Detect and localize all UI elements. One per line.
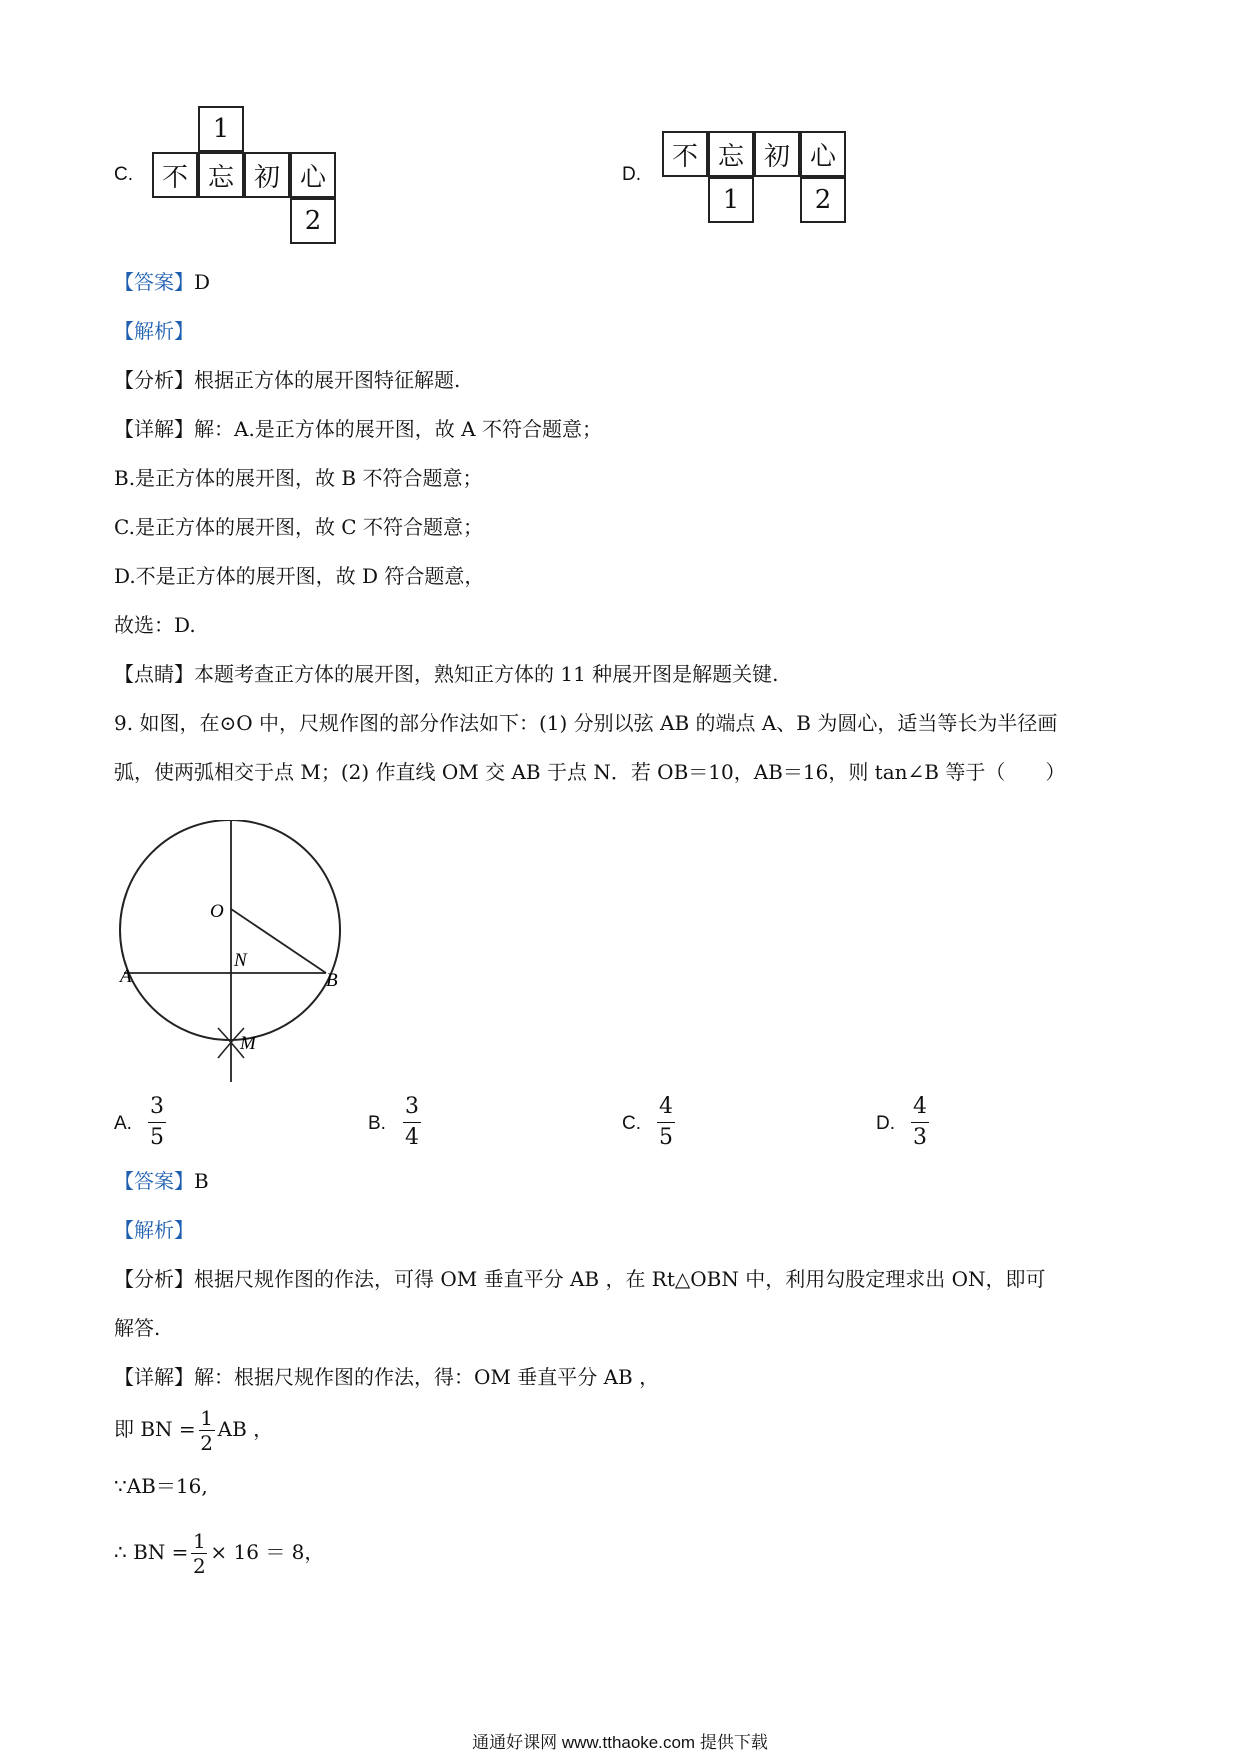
page-footer: 通通好课网 www.tthaoke.com 提供下载 xyxy=(472,1733,768,1752)
denominator: 2 xyxy=(193,1554,206,1578)
detail-text: 解：根据尺规作图的作法，得：OM 垂直平分 AB ， xyxy=(194,1365,660,1389)
detail-text: 解：A.是正方体的展开图，故 A 不符合题意； xyxy=(194,417,602,441)
net-cell: 忘 xyxy=(708,131,754,177)
option-a-label: A. xyxy=(114,1113,132,1134)
denominator: 5 xyxy=(659,1125,673,1150)
label-m: M xyxy=(240,1033,256,1054)
q9-fenxi-2: 解答. xyxy=(114,1316,161,1340)
net-cell: 不 xyxy=(152,152,198,198)
label-o: O xyxy=(210,901,224,922)
dianjing-tag: 【点睛】 xyxy=(114,662,194,686)
net-cell: 忘 xyxy=(198,152,244,198)
q9-answer-line xyxy=(114,1169,209,1193)
q9-step-3 xyxy=(114,1530,324,1577)
q8-detail-line xyxy=(114,417,602,441)
denominator: 4 xyxy=(405,1125,419,1150)
net-cell: 初 xyxy=(754,131,800,177)
half-fraction xyxy=(199,1407,215,1454)
numerator: 1 xyxy=(200,1406,214,1430)
numerator: 3 xyxy=(405,1094,419,1119)
detail-tag: 【详解】 xyxy=(114,417,194,441)
q9-stem-2: 弧，使两弧相交于点 M；(2) 作直线 OM 交 AB 于点 N．若 OB＝10，AB＝16，则 tan∠B 等于（ ） xyxy=(114,760,1066,784)
label-n: N xyxy=(234,950,247,971)
net-cell: 2 xyxy=(290,198,336,244)
net-d-label: D. xyxy=(622,164,641,185)
net-cell: 心 xyxy=(800,131,846,177)
net-cell: 1 xyxy=(708,177,754,223)
option-c-fraction xyxy=(657,1094,675,1151)
denominator: 5 xyxy=(150,1125,164,1150)
option-b-label: B. xyxy=(368,1113,386,1134)
fenxi-text: 根据尺规作图的作法，可得 OM 垂直平分 AB ，在 Rt△OBN 中，利用勾股定理求出 ON，即可 xyxy=(194,1267,1046,1291)
half-fraction xyxy=(191,1530,207,1577)
answer-tag: 【答案】 xyxy=(114,270,194,294)
option-c-label: C. xyxy=(622,1113,641,1134)
dianjing-text: 本题考查正方体的展开图，熟知正方体的 11 种展开图是解题关键. xyxy=(194,662,779,686)
circle-o xyxy=(120,820,340,1040)
fenxi-tag: 【分析】 xyxy=(114,368,194,392)
fenxi-tag: 【分析】 xyxy=(114,1267,194,1291)
option-a-fraction xyxy=(148,1094,166,1151)
step3-pre: ∴ BN = xyxy=(114,1540,189,1564)
q8-detail-4: D.不是正方体的展开图，故 D 符合题意， xyxy=(114,564,485,588)
q8-answer-line xyxy=(114,270,210,294)
q8-analysis-tag: 【解析】 xyxy=(114,319,194,343)
denominator: 2 xyxy=(200,1431,214,1455)
step3-post: × 16 ＝ 8， xyxy=(210,1540,325,1564)
answer-value: B xyxy=(194,1169,209,1193)
step1-post: AB ， xyxy=(217,1417,274,1441)
q9-step-2: ∵AB＝16, xyxy=(114,1474,208,1498)
q9-stem-1: 9. 如图，在⊙O 中，尺规作图的部分作法如下：(1) 分别以弦 AB 的端点 A、B 为圆心，适当等长为半径画 xyxy=(114,711,1058,735)
net-cell: 1 xyxy=(198,106,244,152)
q8-detail-3: C.是正方体的展开图，故 C 不符合题意； xyxy=(114,515,483,539)
net-cell: 不 xyxy=(662,131,708,177)
net-cell: 初 xyxy=(244,152,290,198)
numerator: 4 xyxy=(913,1094,927,1119)
q8-fenxi-line xyxy=(114,368,460,392)
option-d-fraction xyxy=(911,1094,929,1151)
fenxi-text: 根据正方体的展开图特征解题. xyxy=(194,368,461,392)
circle-construction-figure xyxy=(100,820,380,1090)
q9-analysis-tag: 【解析】 xyxy=(114,1218,194,1242)
label-a: A xyxy=(120,966,132,987)
option-b-fraction xyxy=(403,1094,421,1151)
q9-detail-line xyxy=(114,1365,659,1389)
numerator: 1 xyxy=(193,1529,206,1553)
q9-fenxi-line xyxy=(114,1267,1045,1291)
step1-pre: 即 BN = xyxy=(114,1417,196,1441)
q8-dianjing-line xyxy=(114,662,779,686)
answer-tag: 【答案】 xyxy=(114,1169,194,1193)
answer-value: D xyxy=(194,270,211,294)
q9-step-1 xyxy=(114,1407,273,1454)
numerator: 4 xyxy=(659,1094,673,1119)
net-cell: 心 xyxy=(290,152,336,198)
net-c-label: C. xyxy=(114,164,133,185)
q8-detail-2: B.是正方体的展开图，故 B 不符合题意； xyxy=(114,466,483,490)
denominator: 3 xyxy=(913,1125,927,1150)
option-d-label: D. xyxy=(876,1113,895,1134)
q8-detail-5: 故选：D. xyxy=(114,613,196,637)
label-b: B xyxy=(326,970,338,991)
numerator: 3 xyxy=(150,1094,164,1119)
detail-tag: 【详解】 xyxy=(114,1365,194,1389)
net-cell: 2 xyxy=(800,177,846,223)
